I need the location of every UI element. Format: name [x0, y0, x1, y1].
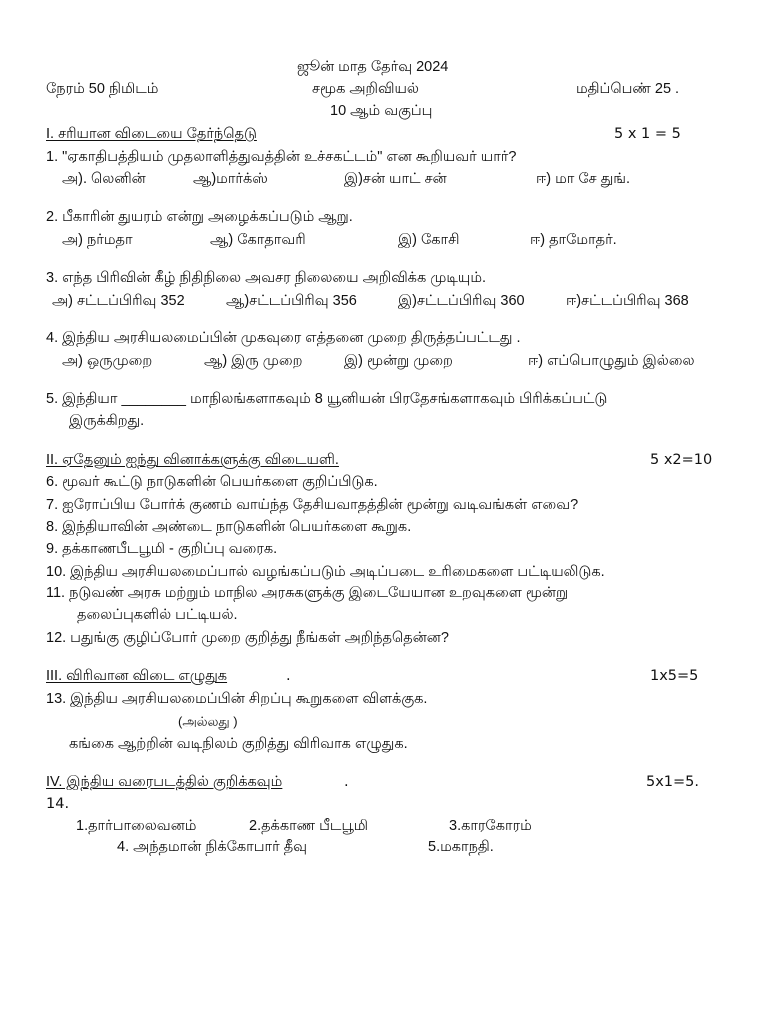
- q2-option-c: இ) கோசி: [398, 232, 460, 248]
- q2-option-a: அ) நர்மதா: [62, 232, 133, 248]
- section-1-heading: I. சரியான விடையை தேர்ந்தெடு: [46, 126, 257, 142]
- question-13: 13. இந்திய அரசியலமைப்பின் சிறப்பு கூறுகளை விளக்குக.: [46, 691, 428, 707]
- question-10: 10. இந்திய அரசியலமைப்பால் வழங்கப்படும் அடிப்படை உரிமைகளை பட்டியலிடுக.: [46, 564, 605, 580]
- section-4-heading: IV. இந்திய வரைபடத்தில் குறிக்கவும்: [46, 774, 283, 790]
- or-label: (அல்லது ): [178, 714, 238, 729]
- map-item-4: 4. அந்தமான் நிக்கோபார் தீவு: [117, 839, 308, 855]
- question-8: 8. இந்தியாவின் அண்டை நாடுகளின் பெயர்களை கூறுக.: [46, 519, 412, 535]
- map-item-2: 2.தக்காண பீடபூமி: [249, 818, 369, 834]
- map-item-5: 5.மகாநதி.: [428, 839, 494, 855]
- section-4-score: 5x1=5.: [646, 774, 700, 790]
- q1-option-b: ஆ)மார்க்ஸ்: [193, 171, 268, 187]
- question-12: 12. பதுங்கு குழிப்போர் முறை குறித்து நீங்கள் அறிந்ததென்ன?: [46, 630, 449, 646]
- q3-option-b: ஆ)சட்டப்பிரிவு 356: [226, 293, 357, 309]
- q4-option-a: அ) ஒருமுறை: [62, 353, 153, 369]
- question-2: 2. பீகாரின் துயரம் என்று அழைக்கப்படும் ஆறு.: [46, 209, 353, 225]
- q4-option-d: ஈ) எப்பொழுதும் இல்லை: [528, 353, 695, 369]
- q3-option-c: இ)சட்டப்பிரிவு 360: [398, 293, 525, 309]
- section-2-score: 5 x2=10: [650, 452, 713, 468]
- question-11-line-1: 11. நடுவண் அரசு மற்றும் மாநில அரசுகளுக்கு இடையேயான உறவுகளை மூன்று: [46, 585, 569, 601]
- exam-marks: மதிப்பெண் 25 .: [576, 81, 680, 97]
- question-11-line-2: தலைப்புகளில் பட்டியல்.: [77, 607, 238, 623]
- question-13-alternative: கங்கை ஆற்றின் வடிநிலம் குறித்து விரிவாக எழுதுக.: [69, 736, 408, 752]
- q1-option-c: இ)சன் யாட் சன்: [344, 171, 447, 187]
- section-2-heading: II. ஏதேனும் ஐந்து வினாக்களுக்கு விடையளி.: [46, 452, 339, 468]
- exam-subject: சமூக அறிவியல்: [312, 81, 419, 97]
- map-item-3: 3.காரகோரம்: [449, 818, 532, 834]
- q4-option-b: ஆ) இரு முறை: [204, 353, 303, 369]
- question-9: 9. தக்காணபீடபூமி - குறிப்பு வரைக.: [46, 541, 278, 557]
- q1-option-d: ஈ) மா சே துங்.: [536, 171, 631, 187]
- question-5-line-1: 5. இந்தியா ________ மாநிலங்களாகவும் 8 யூனியன் பிரதேசங்களாகவும் பிரிக்கப்பட்டு: [46, 391, 608, 407]
- section-3-heading: III. விரிவான விடை எழுதுக: [46, 668, 228, 684]
- exam-grade: 10 ஆம் வகுப்பு: [330, 103, 433, 119]
- question-5-line-2: இருக்கிறது.: [69, 413, 145, 429]
- q2-option-b: ஆ) கோதாவரி: [210, 232, 306, 248]
- exam-title: ஜூன் மாத தேர்வு 2024: [297, 59, 449, 75]
- question-7: 7. ஐரோப்பிய போர்க் குணம் வாய்ந்த தேசியவாதத்தின் மூன்று வடிவங்கள் எவை?: [46, 497, 579, 513]
- section-4-dot: .: [344, 774, 349, 790]
- map-item-1: 1.தார்பாலைவனம்: [76, 818, 197, 834]
- question-4: 4. இந்திய அரசியலமைப்பின் முகவுரை எத்தனை முறை திருத்தப்பட்டது .: [46, 330, 521, 346]
- question-6: 6. மூவர் கூட்டு நாடுகளின் பெயர்களை குறிப்பிடுக.: [46, 474, 378, 490]
- q1-option-a: அ). லெனின்: [62, 171, 146, 187]
- q3-option-a: அ) சட்டப்பிரிவு 352: [52, 293, 185, 309]
- q2-option-d: ஈ) தாமோதர்.: [530, 232, 617, 248]
- question-3: 3. எந்த பிரிவின் கீழ் நிதிநிலை அவசர நிலையை அறிவிக்க முடியும்.: [46, 270, 487, 286]
- q3-option-d: ஈ)சட்டப்பிரிவு 368: [566, 293, 689, 309]
- q4-option-c: இ) மூன்று முறை: [344, 353, 453, 369]
- exam-duration: நேரம் 50 நிமிடம்: [46, 81, 159, 97]
- question-14: 14.: [46, 796, 70, 812]
- section-1-score: 5 x 1 = 5: [614, 126, 681, 142]
- section-3-score: 1x5=5: [650, 668, 699, 684]
- section-3-dot: .: [286, 668, 291, 684]
- question-1: 1. "ஏகாதிபத்தியம் முதலாளித்துவத்தின் உச்சகட்டம்" என கூறியவர் யார்?: [46, 149, 517, 165]
